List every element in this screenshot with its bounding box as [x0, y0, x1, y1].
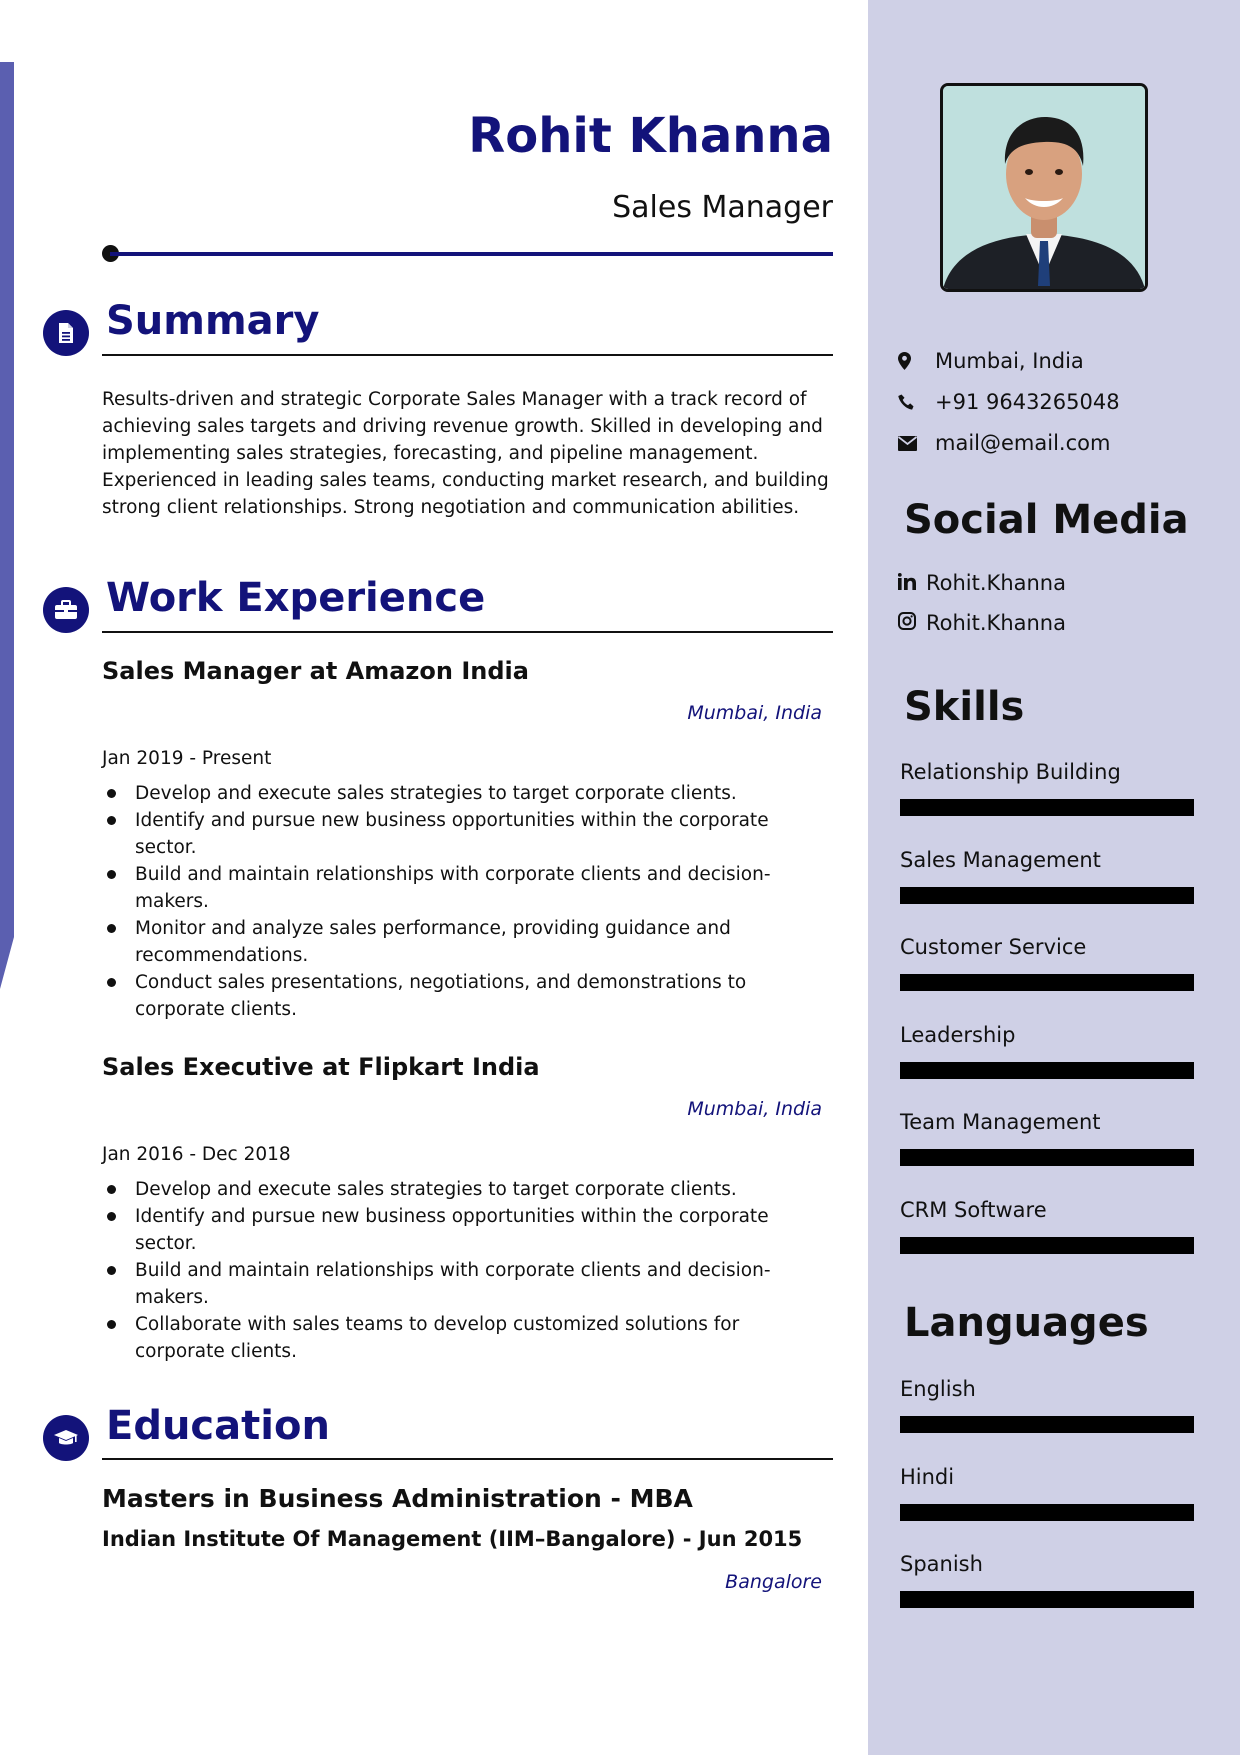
skill-label: Relationship Building	[900, 760, 1121, 784]
level-bar-fill	[902, 976, 1192, 989]
document-icon	[43, 310, 89, 356]
skill-level-bar	[900, 799, 1194, 816]
job-bullet-list	[102, 1176, 802, 1365]
level-bar-fill	[902, 801, 1192, 814]
social-media-heading: Social Media	[904, 497, 1189, 543]
education-degree: Masters in Business Administration - MBA	[102, 1484, 693, 1513]
job-dates: Jan 2016 - Dec 2018	[102, 1144, 291, 1165]
languages-heading: Languages	[904, 1300, 1149, 1346]
instagram-handle: Rohit.Khanna	[926, 611, 1066, 635]
language-label: English	[900, 1377, 976, 1401]
list-item: Conduct sales presentations, negotiations, and demonstrations to corporate clients.	[102, 969, 802, 1023]
list-item: Monitor and analyze sales performance, providing guidance and recommendations.	[102, 915, 802, 969]
briefcase-icon	[43, 587, 89, 633]
sidebar	[868, 0, 1240, 1755]
skills-heading: Skills	[904, 684, 1025, 730]
skill-level-bar	[900, 1149, 1194, 1166]
education-institute: Indian Institute Of Management (IIM–Bangalore) - Jun 2015	[102, 1527, 803, 1551]
job-dates: Jan 2019 - Present	[102, 748, 272, 769]
summary-rule	[102, 354, 833, 356]
education-rule	[102, 1458, 833, 1460]
header-divider-line	[110, 252, 833, 256]
phone-icon	[898, 394, 928, 411]
list-item: Build and maintain relationships with corporate clients and decision-makers.	[102, 1257, 802, 1311]
contact-phone-text: +91 9643265048	[935, 390, 1120, 414]
level-bar-fill	[902, 889, 1192, 902]
summary-text: Results-driven and strategic Corporate Sales Manager with a track record of achieving sales targets and driving revenue growth. Skilled in developing and implementing sales strategies, forecasting, and pipeline management. Experienced in leading sales teams, conducting market research, and building strong client relationships. Strong negotiation and communication abilities.	[102, 389, 829, 518]
contact-location-text: Mumbai, India	[935, 349, 1084, 373]
level-bar-fill	[902, 1151, 1192, 1164]
social-instagram	[898, 609, 1066, 637]
work-experience-heading: Work Experience	[106, 575, 486, 621]
left-accent-stripe	[0, 62, 14, 937]
language-label: Spanish	[900, 1552, 983, 1577]
level-bar-fill	[902, 1239, 1192, 1252]
list-item: Develop and execute sales strategies to target corporate clients.	[102, 780, 802, 807]
skill-level-bar	[900, 974, 1194, 991]
social-linkedin	[898, 569, 1066, 597]
job-title: Sales Executive at Flipkart India	[102, 1053, 540, 1081]
contact-location	[898, 346, 1084, 376]
job-bullet-list	[102, 780, 802, 1023]
level-bar-fill	[902, 1593, 1192, 1606]
skill-level-bar	[900, 887, 1194, 904]
instagram-icon	[898, 612, 916, 634]
list-item: Build and maintain relationships with corporate clients and decision-makers.	[102, 861, 802, 915]
linkedin-icon	[898, 573, 916, 594]
level-bar-fill	[902, 1506, 1192, 1519]
language-level-bar	[900, 1416, 1194, 1433]
job-location: Mumbai, India	[687, 1098, 822, 1120]
contact-email	[898, 428, 1110, 458]
candidate-role: Sales Manager	[612, 190, 833, 225]
profile-photo	[940, 83, 1148, 292]
list-item: Collaborate with sales teams to develop customized solutions for corporate clients.	[102, 1311, 802, 1365]
skill-label: Customer Service	[900, 935, 1087, 960]
summary-heading: Summary	[106, 298, 320, 344]
level-bar-fill	[902, 1418, 1192, 1431]
education-location: Bangalore	[725, 1571, 822, 1593]
graduation-cap-icon	[43, 1415, 89, 1461]
list-item: Identify and pursue new business opportunities within the corporate sector.	[102, 1203, 802, 1257]
language-level-bar	[900, 1591, 1194, 1608]
candidate-name: Rohit Khanna	[468, 108, 833, 164]
map-pin-icon	[898, 352, 928, 370]
job-title: Sales Manager at Amazon India	[102, 657, 529, 685]
list-item: Identify and pursue new business opportunities within the corporate sector.	[102, 807, 802, 861]
job-location: Mumbai, India	[687, 702, 822, 724]
level-bar-fill	[902, 1064, 1192, 1077]
contact-phone	[898, 387, 1120, 417]
work-experience-rule	[102, 631, 833, 633]
left-accent-stripe-tail	[0, 937, 14, 989]
skill-level-bar	[900, 1237, 1194, 1254]
education-heading: Education	[106, 1403, 330, 1449]
skill-label: Team Management	[900, 1110, 1101, 1135]
list-item: Develop and execute sales strategies to target corporate clients.	[102, 1176, 802, 1203]
contact-email-text: mail@email.com	[935, 431, 1111, 455]
language-label: Hindi	[900, 1464, 955, 1489]
language-level-bar	[900, 1504, 1194, 1521]
linkedin-handle: Rohit.Khanna	[926, 571, 1066, 595]
skill-level-bar	[900, 1062, 1194, 1079]
envelope-icon	[898, 436, 928, 451]
skill-label: CRM Software	[900, 1198, 1047, 1222]
skill-label: Leadership	[900, 1022, 1016, 1047]
skill-label: Sales Management	[900, 847, 1101, 872]
